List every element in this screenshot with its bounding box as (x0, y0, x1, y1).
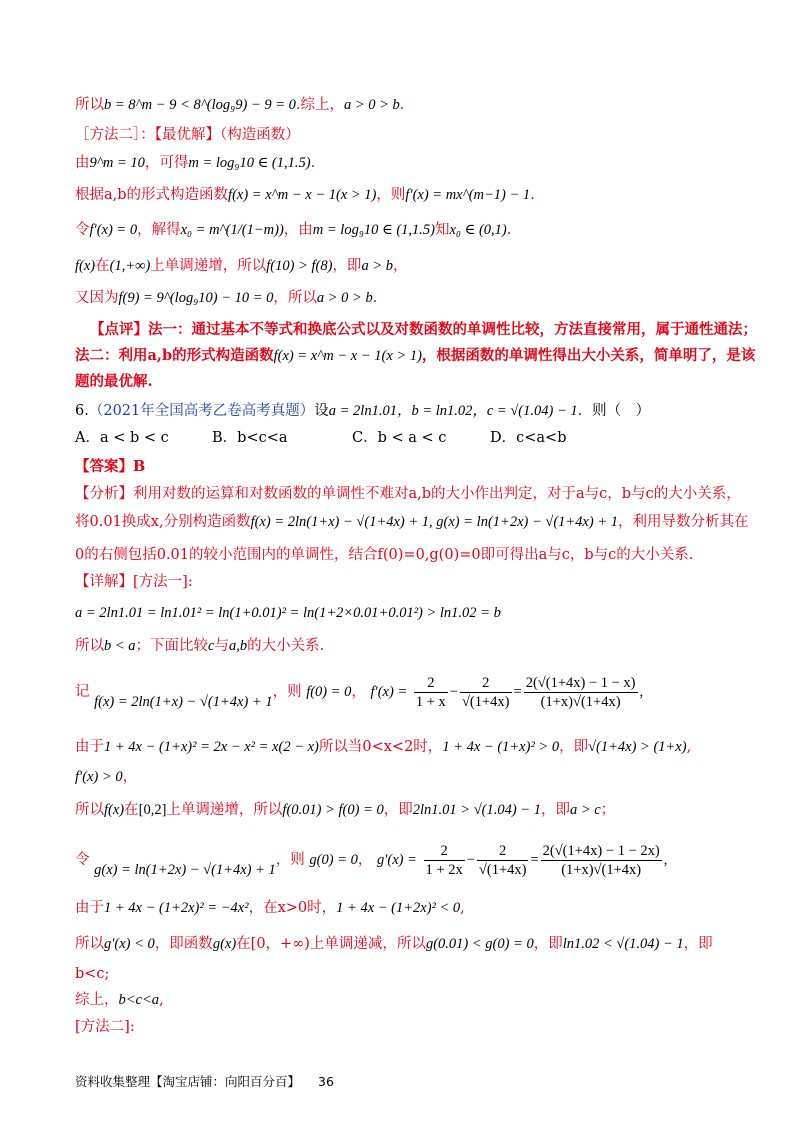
option-c: C．b < a < c (352, 430, 447, 446)
detail-line-g-derivative: 令 g(x) = ln(1+2x) − √(1+4x) + 1，则 g(0) = 0， g′(x) = $\frac{2}{1 + 2x}$ − $\frac{2}{√(1+4x)}$ = $\frac{2(√(1+4x) - 1 - 2x)}{(1+x)√(1+4x)}$ , (75, 842, 668, 878)
detail-line-3: 由于1 + 4x − (1+x)² = 2x − x² = x(2 − x)所以当0<x<2时，1 + 4x − (1+x)² > 0，即√(1+4x) > (1+x), (75, 739, 692, 755)
detail-line-8: b<c; (75, 966, 110, 982)
fraction-3: $\frac{2(√(1+4x) - 1 - x)}{(1+x)√(1+4x)}$ (525, 674, 636, 710)
question-source: （2021年全国高考乙卷高考真题） (88, 403, 315, 419)
line-7: 又因为f(9) = 9^(log₉10) − 10 = 0，所以a > 0 > b. (75, 290, 378, 306)
option-d: D．c<a<b (490, 430, 567, 446)
line-3: 由9^m = 10，可得m = log₉10 ∈ (1,1.5). (75, 155, 316, 171)
answer: 【答案】B (75, 458, 146, 475)
fraction-1: $\frac{2}{1 + x}$ (415, 674, 446, 710)
fraction-5: $\frac{2}{√(1+4x)}$ (478, 842, 527, 878)
detail-line-1: a = 2ln1.01 = ln1.01² = ln(1+0.01)² = ln(1+2×0.01+0.01²) > ln1.02 = b (75, 605, 501, 621)
footer-text: 资料收集整理【淘宝店铺：向阳百分百】 (75, 1074, 301, 1089)
detail-line-4: f′(x) > 0， (75, 769, 138, 785)
detail-line-6: 由于1 + 4x − (1+2x)² = −4x²，在x>0时，1 + 4x − (1+2x)² < 0, (75, 900, 465, 916)
analysis-line-3: 0的右侧包括0.01的较小范围内的单调性，结合f(0)=0,g(0)=0即可得出a与c，b与c的大小关系. (75, 547, 694, 563)
detail-line-f-derivative: 记 f(x) = 2ln(1+x) − √(1+4x) + 1，则 f(0) = 0， f′(x) = $\frac{2}{1 + x}$ − $\frac{2}{√(1+4x)}$ = $\frac{2(√(1+4x) - 1 - x)}{(1+x)√(1+4x)}$ , (75, 674, 644, 710)
page-number: 36 (318, 1074, 334, 1089)
detail-heading: 【详解】[方法一]: (75, 574, 193, 590)
analysis-line-2: 将0.01换成x,分别构造函数f(x) = 2ln(1+x) − √(1+4x) + 1, g(x) = ln(1+2x) − √(1+4x) + 1，利用导数分析其在 (75, 514, 749, 530)
line-1: 所以b = 8^m − 9 < 8^(log₉9) − 9 = 0.综上，a > 0 > b. (75, 97, 405, 113)
review-line-1: 【点评】法一：通过基本不等式和换底公式以及对数函数的单调性比较，方法直接常用，属于通性通法； (90, 321, 757, 338)
fraction-2: $\frac{2}{√(1+4x)}$ (461, 674, 510, 710)
detail-line-2: 所以b < a；下面比较c与a,b的大小关系. (75, 638, 325, 654)
fraction-4: $\frac{2}{1 + 2x}$ (425, 842, 463, 878)
detail-line-7: 所以g′(x) < 0，即函数g(x)在[0，+∞)上单调递减，所以g(0.01) < g(0) = 0，即ln1.02 < √(1.04) − 1，即 (75, 936, 713, 952)
line-4: 根据a,b的形式构造函数f(x) = x^m − x − 1(x > 1)，则f′(x) = mx^(m−1) − 1. (75, 187, 535, 203)
fraction-6: $\frac{2(√(1+4x) - 1 - 2x)}{(1+x)√(1+4x)}$ (542, 842, 660, 878)
detail-line-5: 所以f(x)在[0,2]上单调递增，所以f(0.01) > f(0) = 0，即2ln1.01 > √(1.04) − 1，即a > c； (75, 802, 616, 818)
method-two-label: [方法二]: (75, 1019, 135, 1035)
option-a: A．a < b < c (75, 430, 169, 446)
question-6: 6.（2021年全国高考乙卷高考真题）设a = 2ln1.01，b = ln1.02，c = √(1.04) − 1．则（ ） (75, 403, 651, 419)
page-footer (75, 1072, 334, 1090)
analysis-line-1: 【分析】利用对数的运算和对数函数的单调性不难对a,b的大小作出判定，对于a与c，b与c的大小关系， (75, 486, 741, 502)
option-b: B．b<c<a (212, 430, 288, 446)
method-two-heading: ［方法二］：【最优解】（构造函数） (75, 127, 300, 143)
review-line-3: 题的最优解. (75, 373, 153, 390)
detail-line-9: 综上，b<c<a, (75, 992, 164, 1008)
review-line-2: 法二：利用a,b的形式构造函数f(x) = x^m − x − 1(x > 1)，根据函数的单调性得出大小关系，简单明了，是该 (75, 347, 756, 364)
line-6: f(x)在(1,+∞)上单调递增，所以f(10) > f(8)，即a > b， (75, 258, 408, 274)
line-5: 令f′(x) = 0，解得x₀ = m^(1/(1−m))，由m = log₉10 ∈ (1,1.5)知x₀ ∈ (0,1). (75, 222, 512, 238)
